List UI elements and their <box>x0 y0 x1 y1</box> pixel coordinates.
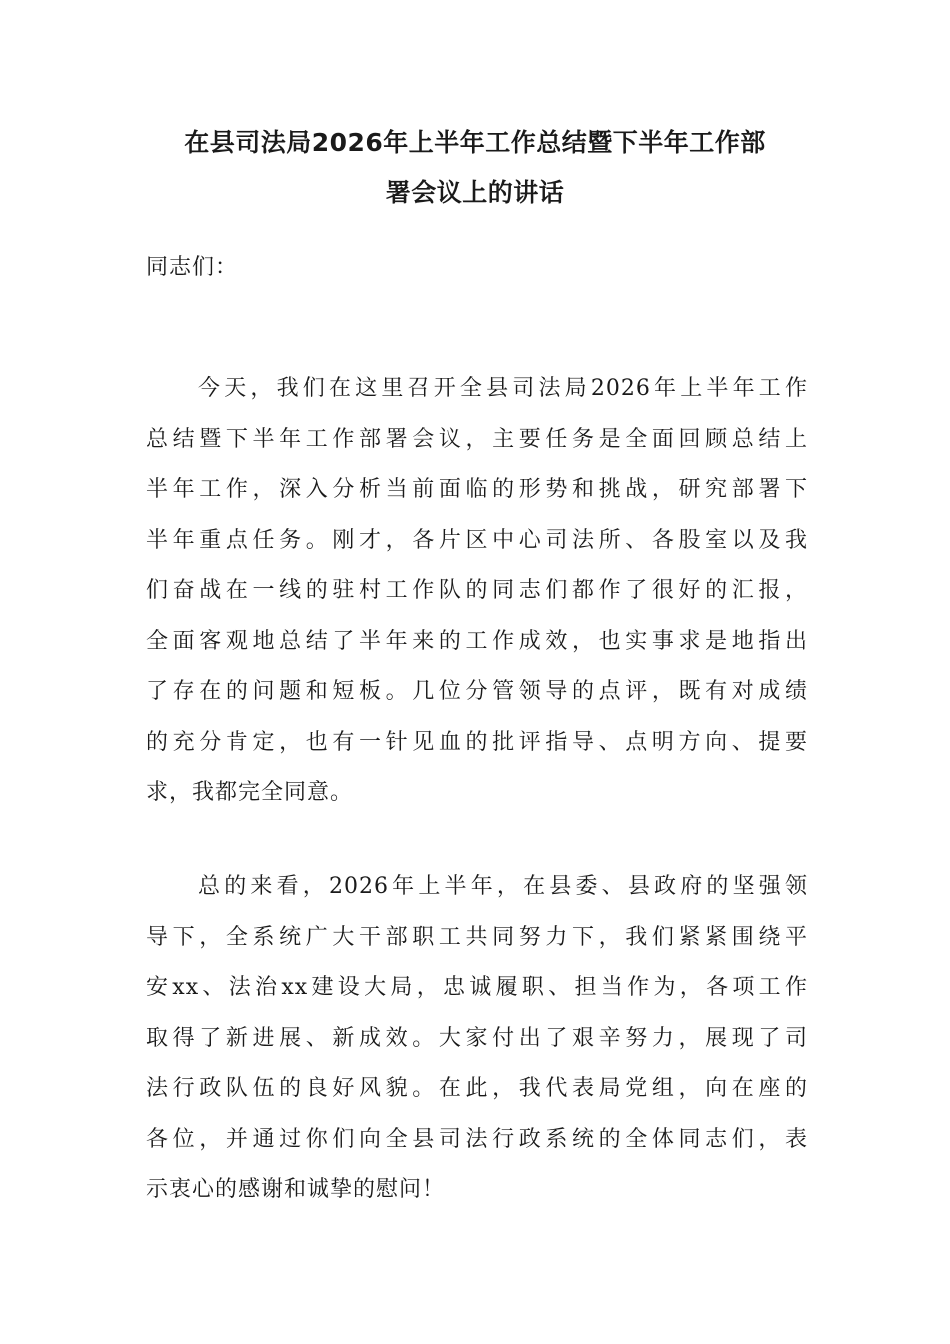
paragraph-line: 的充分肯定，也有一针见血的批评指导、点明方向、提要 <box>146 729 808 755</box>
paragraph-line: 全面客观地总结了半年来的工作成效，也实事求是地指出 <box>146 628 808 654</box>
paragraph-line: 法行政队伍的良好风貌。在此，我代表局党组，向在座的 <box>146 1076 808 1101</box>
paragraph-line: 安xx、法治xx建设大局，忠诚履职、担当作为，各项工作 <box>146 975 808 1000</box>
paragraph-line: 半年重点任务。刚才，各片区中心司法所、各股室以及我 <box>146 527 808 553</box>
paragraph-line: 总结暨下半年工作部署会议，主要任务是全面回顾总结上 <box>146 426 808 452</box>
paragraph-line: 们奋战在一线的驻村工作队的同志们都作了很好的汇报， <box>146 578 808 603</box>
paragraph-line: 今天，我们在这里召开全县司法局2026年上半年工作 <box>198 376 808 401</box>
paragraph-line: 各位，并通过你们向全县司法行政系统的全体同志们，表 <box>146 1126 808 1152</box>
body-paragraph <box>146 364 808 819</box>
paragraph-line: 示衷心的感谢和诚挚的慰问！ <box>146 1177 446 1202</box>
body-paragraph <box>146 862 808 1216</box>
title-line: 在县司法局2026年上半年工作总结暨下半年工作部 <box>184 128 766 157</box>
salutation: 同志们： <box>146 255 239 280</box>
paragraph-line: 总的来看，2026年上半年，在县委、县政府的坚强领 <box>198 874 808 899</box>
paragraph-line: 半年工作，深入分析当前面临的形势和挑战，研究部署下 <box>146 477 808 502</box>
document-title <box>120 118 830 218</box>
paragraph-line: 了存在的问题和短板。几位分管领导的点评，既有对成绩 <box>146 679 808 704</box>
paragraph-line: 取得了新进展、新成效。大家付出了艰辛努力，展现了司 <box>146 1025 808 1051</box>
paragraph-line: 求，我都完全同意。 <box>146 780 354 805</box>
paragraph-line: 导下，全系统广大干部职工共同努力下，我们紧紧围绕平 <box>146 924 808 950</box>
title-line: 署会议上的讲话 <box>385 178 565 207</box>
